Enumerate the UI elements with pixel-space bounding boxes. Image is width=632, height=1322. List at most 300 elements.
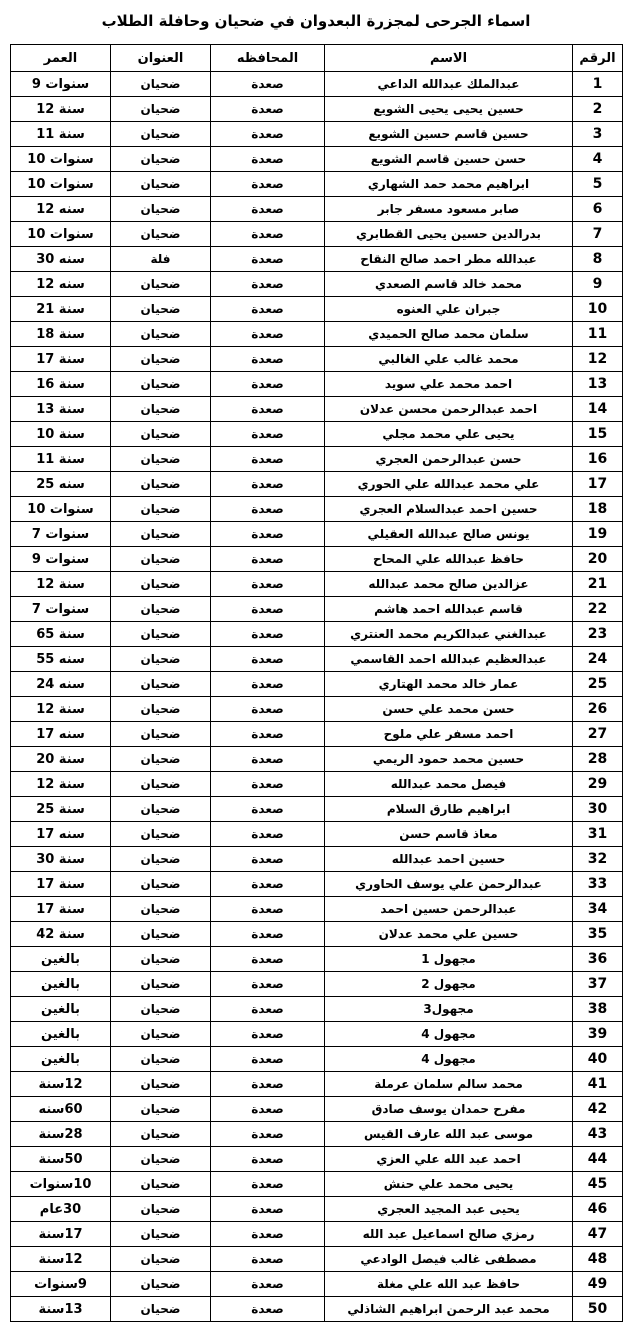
cell-age: سنه 25 bbox=[11, 472, 111, 497]
cell-address: ضحيان bbox=[111, 1247, 211, 1272]
cell-number: 3 bbox=[573, 122, 623, 147]
cell-name: ابراهيم طارق السلام bbox=[325, 797, 573, 822]
cell-governorate: صعدة bbox=[211, 922, 325, 947]
cell-address: ضحيان bbox=[111, 172, 211, 197]
cell-number: 8 bbox=[573, 247, 623, 272]
header-age: العمر bbox=[11, 45, 111, 72]
cell-governorate: صعدة bbox=[211, 297, 325, 322]
cell-age: سنه 12 bbox=[11, 197, 111, 222]
table-row bbox=[11, 1022, 623, 1047]
cell-address: ضحيان bbox=[111, 347, 211, 372]
cell-number: 48 bbox=[573, 1247, 623, 1272]
cell-governorate: صعدة bbox=[211, 1047, 325, 1072]
cell-name: معاذ قاسم حسن bbox=[325, 822, 573, 847]
cell-number: 37 bbox=[573, 972, 623, 997]
cell-age: بالغين bbox=[11, 972, 111, 997]
cell-address: ضحيان bbox=[111, 322, 211, 347]
table-row bbox=[11, 1097, 623, 1122]
cell-address: ضحيان bbox=[111, 922, 211, 947]
cell-governorate: صعدة bbox=[211, 897, 325, 922]
cell-age: سنة 12 bbox=[11, 697, 111, 722]
cell-address: ضحيان bbox=[111, 1022, 211, 1047]
cell-address: ضحيان bbox=[111, 722, 211, 747]
cell-name: محمد خالد قاسم الصعدي bbox=[325, 272, 573, 297]
cell-name: علي محمد عبدالله علي الحوري bbox=[325, 472, 573, 497]
cell-number: 16 bbox=[573, 447, 623, 472]
cell-address: ضحيان bbox=[111, 947, 211, 972]
cell-number: 29 bbox=[573, 772, 623, 797]
cell-governorate: صعدة bbox=[211, 647, 325, 672]
cell-address: ضحيان bbox=[111, 147, 211, 172]
cell-number: 2 bbox=[573, 97, 623, 122]
table-row bbox=[11, 647, 623, 672]
cell-governorate: صعدة bbox=[211, 972, 325, 997]
cell-governorate: صعدة bbox=[211, 147, 325, 172]
cell-address: ضحيان bbox=[111, 1097, 211, 1122]
cell-age: سنه 55 bbox=[11, 647, 111, 672]
cell-address: ضحيان bbox=[111, 872, 211, 897]
cell-governorate: صعدة bbox=[211, 497, 325, 522]
cell-age: سنة 30 bbox=[11, 847, 111, 872]
cell-governorate: صعدة bbox=[211, 747, 325, 772]
table-row bbox=[11, 297, 623, 322]
cell-age: 50سنة bbox=[11, 1147, 111, 1172]
cell-age: سنوات 9 bbox=[11, 72, 111, 97]
table-row bbox=[11, 1272, 623, 1297]
injured-table bbox=[10, 44, 623, 1322]
cell-address: ضحيان bbox=[111, 772, 211, 797]
cell-age: 13سنة bbox=[11, 1297, 111, 1322]
table-row bbox=[11, 447, 623, 472]
cell-age: سنة 17 bbox=[11, 347, 111, 372]
header-governorate: المحافظه bbox=[211, 45, 325, 72]
table-row bbox=[11, 947, 623, 972]
cell-number: 41 bbox=[573, 1072, 623, 1097]
cell-age: 17سنة bbox=[11, 1222, 111, 1247]
cell-address: فلة bbox=[111, 247, 211, 272]
cell-age: سنة 12 bbox=[11, 572, 111, 597]
cell-governorate: صعدة bbox=[211, 1197, 325, 1222]
cell-address: ضحيان bbox=[111, 447, 211, 472]
cell-number: 7 bbox=[573, 222, 623, 247]
cell-number: 39 bbox=[573, 1022, 623, 1047]
cell-governorate: صعدة bbox=[211, 597, 325, 622]
cell-age: بالغين bbox=[11, 947, 111, 972]
cell-name: عبدالرحمن علي يوسف الحاوري bbox=[325, 872, 573, 897]
cell-address: ضحيان bbox=[111, 372, 211, 397]
cell-name: محمد سالم سلمان عرملة bbox=[325, 1072, 573, 1097]
table-row bbox=[11, 747, 623, 772]
cell-age: سنة 12 bbox=[11, 97, 111, 122]
table-row bbox=[11, 822, 623, 847]
cell-name: احمد محمد علي سويد bbox=[325, 372, 573, 397]
cell-age: سنوات 7 bbox=[11, 522, 111, 547]
table-row bbox=[11, 397, 623, 422]
cell-number: 28 bbox=[573, 747, 623, 772]
cell-name: موسى عبد الله عارف القيس bbox=[325, 1122, 573, 1147]
header-name: الاسم bbox=[325, 45, 573, 72]
cell-address: ضحيان bbox=[111, 1122, 211, 1147]
cell-address: ضحيان bbox=[111, 122, 211, 147]
cell-name: حسن محمد علي حسن bbox=[325, 697, 573, 722]
cell-age: 28سنة bbox=[11, 1122, 111, 1147]
header-number: الرقم bbox=[573, 45, 623, 72]
table-row bbox=[11, 572, 623, 597]
cell-address: ضحيان bbox=[111, 547, 211, 572]
cell-age: سنة 25 bbox=[11, 797, 111, 822]
cell-age: سنة 10 bbox=[11, 422, 111, 447]
cell-name: حسين علي محمد عدلان bbox=[325, 922, 573, 947]
cell-address: ضحيان bbox=[111, 622, 211, 647]
cell-governorate: صعدة bbox=[211, 1122, 325, 1147]
cell-name: يحيى عبد المجيد العجري bbox=[325, 1197, 573, 1222]
cell-number: 27 bbox=[573, 722, 623, 747]
cell-number: 5 bbox=[573, 172, 623, 197]
cell-age: سنة 13 bbox=[11, 397, 111, 422]
cell-number: 44 bbox=[573, 1147, 623, 1172]
table-row bbox=[11, 597, 623, 622]
cell-name: حسين محمد حمود الريمي bbox=[325, 747, 573, 772]
cell-number: 25 bbox=[573, 672, 623, 697]
table-row bbox=[11, 522, 623, 547]
cell-governorate: صعدة bbox=[211, 447, 325, 472]
injured-table-container bbox=[10, 44, 622, 1322]
table-row bbox=[11, 1047, 623, 1072]
cell-address: ضحيان bbox=[111, 1172, 211, 1197]
cell-age: سنة 17 bbox=[11, 897, 111, 922]
table-row bbox=[11, 772, 623, 797]
cell-governorate: صعدة bbox=[211, 1297, 325, 1322]
cell-governorate: صعدة bbox=[211, 697, 325, 722]
cell-age: 60سنه bbox=[11, 1097, 111, 1122]
cell-address: ضحيان bbox=[111, 197, 211, 222]
cell-number: 42 bbox=[573, 1097, 623, 1122]
cell-age: 9سنوات bbox=[11, 1272, 111, 1297]
cell-governorate: صعدة bbox=[211, 1097, 325, 1122]
cell-name: يونس صالح عبدالله العقيلي bbox=[325, 522, 573, 547]
table-row bbox=[11, 922, 623, 947]
cell-address: ضحيان bbox=[111, 847, 211, 872]
cell-governorate: صعدة bbox=[211, 197, 325, 222]
cell-age: سنه 17 bbox=[11, 722, 111, 747]
cell-address: ضحيان bbox=[111, 697, 211, 722]
table-row bbox=[11, 1172, 623, 1197]
cell-number: 15 bbox=[573, 422, 623, 447]
cell-governorate: صعدة bbox=[211, 272, 325, 297]
cell-address: ضحيان bbox=[111, 747, 211, 772]
cell-governorate: صعدة bbox=[211, 1247, 325, 1272]
cell-address: ضحيان bbox=[111, 1072, 211, 1097]
cell-age: بالغين bbox=[11, 1022, 111, 1047]
cell-name: عبدالرحمن حسين احمد bbox=[325, 897, 573, 922]
cell-number: 22 bbox=[573, 597, 623, 622]
cell-address: ضحيان bbox=[111, 672, 211, 697]
cell-address: ضحيان bbox=[111, 97, 211, 122]
table-row bbox=[11, 72, 623, 97]
header-row bbox=[11, 45, 623, 72]
cell-name: احمد مسفر علي ملوح bbox=[325, 722, 573, 747]
cell-governorate: صعدة bbox=[211, 1072, 325, 1097]
cell-name: حافظ عبد الله علي مغلة bbox=[325, 1272, 573, 1297]
table-row bbox=[11, 172, 623, 197]
cell-age: سنة 21 bbox=[11, 297, 111, 322]
cell-name: حسين قاسم حسين الشويع bbox=[325, 122, 573, 147]
cell-name: حسين احمد عبدالسلام العجري bbox=[325, 497, 573, 522]
cell-governorate: صعدة bbox=[211, 1147, 325, 1172]
cell-name: محمد غالب علي الغالبي bbox=[325, 347, 573, 372]
header-address: العنوان bbox=[111, 45, 211, 72]
cell-address: ضحيان bbox=[111, 472, 211, 497]
table-row bbox=[11, 997, 623, 1022]
cell-name: عبدالله مطر احمد صالح النقاح bbox=[325, 247, 573, 272]
table-row bbox=[11, 147, 623, 172]
cell-governorate: صعدة bbox=[211, 347, 325, 372]
cell-number: 33 bbox=[573, 872, 623, 897]
cell-age: سنة 20 bbox=[11, 747, 111, 772]
table-row bbox=[11, 672, 623, 697]
cell-name: مجهول3 bbox=[325, 997, 573, 1022]
cell-name: سلمان محمد صالح الحميدي bbox=[325, 322, 573, 347]
cell-number: 18 bbox=[573, 497, 623, 522]
cell-age: سنة 18 bbox=[11, 322, 111, 347]
cell-age: سنوات 7 bbox=[11, 597, 111, 622]
cell-governorate: صعدة bbox=[211, 622, 325, 647]
cell-governorate: صعدة bbox=[211, 947, 325, 972]
cell-name: مصطفى غالب فيصل الوادعي bbox=[325, 1247, 573, 1272]
cell-number: 26 bbox=[573, 697, 623, 722]
table-row bbox=[11, 1222, 623, 1247]
cell-address: ضحيان bbox=[111, 1047, 211, 1072]
cell-number: 20 bbox=[573, 547, 623, 572]
cell-name: حسين احمد عبدالله bbox=[325, 847, 573, 872]
cell-name: ابراهيم محمد حمد الشهاري bbox=[325, 172, 573, 197]
table-row bbox=[11, 697, 623, 722]
cell-age: بالغين bbox=[11, 997, 111, 1022]
cell-number: 32 bbox=[573, 847, 623, 872]
table-row bbox=[11, 1147, 623, 1172]
cell-number: 1 bbox=[573, 72, 623, 97]
cell-address: ضحيان bbox=[111, 72, 211, 97]
cell-governorate: صعدة bbox=[211, 397, 325, 422]
cell-number: 21 bbox=[573, 572, 623, 597]
cell-age: سنه 24 bbox=[11, 672, 111, 697]
cell-address: ضحيان bbox=[111, 972, 211, 997]
table-row bbox=[11, 722, 623, 747]
cell-name: يحيى محمد علي حنش bbox=[325, 1172, 573, 1197]
cell-address: ضحيان bbox=[111, 1147, 211, 1172]
table-row bbox=[11, 622, 623, 647]
cell-governorate: صعدة bbox=[211, 772, 325, 797]
cell-age: سنوات 10 bbox=[11, 497, 111, 522]
cell-governorate: صعدة bbox=[211, 722, 325, 747]
cell-age: 30عام bbox=[11, 1197, 111, 1222]
cell-address: ضحيان bbox=[111, 1222, 211, 1247]
table-row bbox=[11, 1122, 623, 1147]
cell-number: 47 bbox=[573, 1222, 623, 1247]
cell-age: سنه 12 bbox=[11, 272, 111, 297]
cell-number: 24 bbox=[573, 647, 623, 672]
cell-name: يحيى علي محمد مجلي bbox=[325, 422, 573, 447]
cell-number: 36 bbox=[573, 947, 623, 972]
cell-name: عبدالغني عبدالكريم محمد العنتري bbox=[325, 622, 573, 647]
cell-name: عزالدين صالح محمد عبدالله bbox=[325, 572, 573, 597]
cell-governorate: صعدة bbox=[211, 872, 325, 897]
cell-address: ضحيان bbox=[111, 1197, 211, 1222]
cell-age: سنة 16 bbox=[11, 372, 111, 397]
table-row bbox=[11, 547, 623, 572]
cell-name: احمد عبد الله علي العزي bbox=[325, 1147, 573, 1172]
cell-number: 43 bbox=[573, 1122, 623, 1147]
cell-number: 23 bbox=[573, 622, 623, 647]
table-row bbox=[11, 222, 623, 247]
cell-name: حسن عبدالرحمن العجري bbox=[325, 447, 573, 472]
cell-governorate: صعدة bbox=[211, 97, 325, 122]
cell-age: سنة 17 bbox=[11, 872, 111, 897]
cell-address: ضحيان bbox=[111, 1272, 211, 1297]
cell-age: 12سنة bbox=[11, 1247, 111, 1272]
cell-name: قاسم عبدالله احمد هاشم bbox=[325, 597, 573, 622]
cell-address: ضحيان bbox=[111, 647, 211, 672]
table-row bbox=[11, 247, 623, 272]
table-row bbox=[11, 497, 623, 522]
cell-age: سنة 65 bbox=[11, 622, 111, 647]
cell-name: صابر مسعود مسفر جابر bbox=[325, 197, 573, 222]
cell-age: سنوات 10 bbox=[11, 172, 111, 197]
cell-governorate: صعدة bbox=[211, 322, 325, 347]
cell-governorate: صعدة bbox=[211, 372, 325, 397]
cell-name: عبدالملك عبدالله الداعي bbox=[325, 72, 573, 97]
cell-number: 9 bbox=[573, 272, 623, 297]
cell-number: 34 bbox=[573, 897, 623, 922]
cell-number: 38 bbox=[573, 997, 623, 1022]
cell-number: 13 bbox=[573, 372, 623, 397]
cell-number: 4 bbox=[573, 147, 623, 172]
cell-address: ضحيان bbox=[111, 897, 211, 922]
table-row bbox=[11, 847, 623, 872]
cell-governorate: صعدة bbox=[211, 547, 325, 572]
cell-governorate: صعدة bbox=[211, 122, 325, 147]
cell-number: 46 bbox=[573, 1197, 623, 1222]
cell-name: فيصل محمد عبدالله bbox=[325, 772, 573, 797]
table-row bbox=[11, 122, 623, 147]
cell-number: 6 bbox=[573, 197, 623, 222]
cell-name: مفرح حمدان يوسف صادق bbox=[325, 1097, 573, 1122]
cell-number: 45 bbox=[573, 1172, 623, 1197]
cell-age: بالغين bbox=[11, 1047, 111, 1072]
cell-name: حافظ عبدالله علي المحاح bbox=[325, 547, 573, 572]
cell-governorate: صعدة bbox=[211, 72, 325, 97]
cell-number: 40 bbox=[573, 1047, 623, 1072]
cell-name: حسين يحيى يحيى الشويع bbox=[325, 97, 573, 122]
cell-governorate: صعدة bbox=[211, 672, 325, 697]
table-row bbox=[11, 797, 623, 822]
cell-name: عمار خالد محمد الهتاري bbox=[325, 672, 573, 697]
cell-number: 49 bbox=[573, 1272, 623, 1297]
cell-governorate: صعدة bbox=[211, 1272, 325, 1297]
table-row bbox=[11, 1247, 623, 1272]
cell-number: 19 bbox=[573, 522, 623, 547]
cell-address: ضحيان bbox=[111, 572, 211, 597]
cell-address: ضحيان bbox=[111, 397, 211, 422]
cell-governorate: صعدة bbox=[211, 422, 325, 447]
cell-number: 17 bbox=[573, 472, 623, 497]
cell-governorate: صعدة bbox=[211, 997, 325, 1022]
cell-governorate: صعدة bbox=[211, 222, 325, 247]
cell-age: سنة 12 bbox=[11, 772, 111, 797]
cell-address: ضحيان bbox=[111, 1297, 211, 1322]
cell-name: حسن حسين قاسم الشويع bbox=[325, 147, 573, 172]
cell-address: ضحيان bbox=[111, 822, 211, 847]
cell-age: سنوات 10 bbox=[11, 147, 111, 172]
cell-age: سنوات 9 bbox=[11, 547, 111, 572]
cell-age: سنه 30 bbox=[11, 247, 111, 272]
cell-number: 12 bbox=[573, 347, 623, 372]
cell-name: رمزي صالح اسماعيل عبد الله bbox=[325, 1222, 573, 1247]
cell-age: 12سنة bbox=[11, 1072, 111, 1097]
table-row bbox=[11, 422, 623, 447]
table-row bbox=[11, 1072, 623, 1097]
cell-name: مجهول 1 bbox=[325, 947, 573, 972]
cell-number: 30 bbox=[573, 797, 623, 822]
cell-governorate: صعدة bbox=[211, 847, 325, 872]
table-row bbox=[11, 872, 623, 897]
table-row bbox=[11, 472, 623, 497]
table-row bbox=[11, 372, 623, 397]
cell-number: 10 bbox=[573, 297, 623, 322]
cell-age: سنه 17 bbox=[11, 822, 111, 847]
cell-governorate: صعدة bbox=[211, 1222, 325, 1247]
table-row bbox=[11, 1297, 623, 1322]
cell-address: ضحيان bbox=[111, 222, 211, 247]
cell-governorate: صعدة bbox=[211, 247, 325, 272]
cell-age: سنة 42 bbox=[11, 922, 111, 947]
table-header bbox=[11, 45, 623, 72]
cell-address: ضحيان bbox=[111, 422, 211, 447]
cell-age: سنوات 10 bbox=[11, 222, 111, 247]
cell-governorate: صعدة bbox=[211, 1022, 325, 1047]
cell-age: سنة 11 bbox=[11, 122, 111, 147]
cell-address: ضحيان bbox=[111, 297, 211, 322]
cell-name: احمد عبدالرحمن محسن عدلان bbox=[325, 397, 573, 422]
cell-number: 50 bbox=[573, 1297, 623, 1322]
table-row bbox=[11, 272, 623, 297]
cell-governorate: صعدة bbox=[211, 822, 325, 847]
cell-address: ضحيان bbox=[111, 597, 211, 622]
cell-name: عبدالعظيم عبدالله احمد القاسمي bbox=[325, 647, 573, 672]
cell-number: 35 bbox=[573, 922, 623, 947]
table-row bbox=[11, 347, 623, 372]
cell-address: ضحيان bbox=[111, 797, 211, 822]
cell-address: ضحيان bbox=[111, 497, 211, 522]
cell-name: جبران علي العنوه bbox=[325, 297, 573, 322]
cell-governorate: صعدة bbox=[211, 572, 325, 597]
cell-name: مجهول 4 bbox=[325, 1047, 573, 1072]
table-row bbox=[11, 1197, 623, 1222]
cell-number: 14 bbox=[573, 397, 623, 422]
cell-age: 10سنوات bbox=[11, 1172, 111, 1197]
table-row bbox=[11, 97, 623, 122]
cell-address: ضحيان bbox=[111, 522, 211, 547]
cell-name: مجهول 2 bbox=[325, 972, 573, 997]
cell-governorate: صعدة bbox=[211, 172, 325, 197]
page-title: اسماء الجرحى لمجزرة البعدوان في ضحيان وحافلة الطلاب bbox=[101, 12, 531, 30]
cell-governorate: صعدة bbox=[211, 522, 325, 547]
cell-name: بدرالدين حسين يحيى القطابري bbox=[325, 222, 573, 247]
cell-number: 31 bbox=[573, 822, 623, 847]
cell-governorate: صعدة bbox=[211, 797, 325, 822]
cell-number: 11 bbox=[573, 322, 623, 347]
cell-address: ضحيان bbox=[111, 272, 211, 297]
